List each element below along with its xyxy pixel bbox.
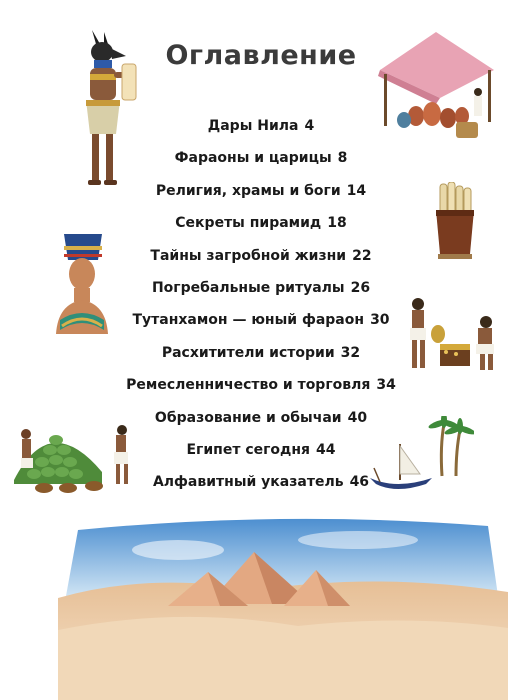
toc-entry-page: 46 [349, 474, 370, 491]
toc-entry-label: Дары Нила [207, 118, 299, 134]
toc-entry-page: 32 [340, 344, 361, 361]
toc-entry-page: 14 [346, 182, 367, 199]
toc-entry-label: Ремесленничество и торговля [126, 377, 371, 394]
nefertiti-bust-illustration [52, 230, 112, 336]
toc-entry-page: 4 [304, 118, 315, 134]
toc-entry-page: 30 [370, 312, 390, 329]
treasure-workers-illustration [400, 292, 508, 374]
page-title: Оглавление [165, 40, 357, 71]
toc-entry-page: 34 [376, 377, 396, 394]
toc-entry-page: 22 [352, 247, 372, 264]
toc-entry-page: 26 [350, 279, 371, 296]
melon-harvest-illustration [10, 414, 150, 496]
toc-entry-label: Погребальные ритуалы [151, 279, 345, 296]
toc-entry-label: Тутанхамон — юный фараон [132, 312, 365, 329]
toc-entry-label: Секреты пирамид [175, 215, 322, 232]
toc-entry-label: Египет сегодня [186, 441, 311, 458]
toc-entry-page: 40 [347, 409, 368, 426]
toc-entry-label: Тайны загробной жизни [150, 247, 347, 264]
toc-entry-page: 44 [316, 441, 336, 458]
toc-entry-label: Фараоны и царицы [174, 150, 332, 167]
toc-entry-page: 18 [327, 215, 347, 232]
toc-entry-label: Алфавитный указатель [152, 474, 344, 491]
anubis-illustration [74, 26, 144, 194]
toc-entry-label: Расхитители истории [161, 344, 335, 361]
toc-entry-label: Образование и обычаи [154, 409, 342, 426]
market-tent-illustration [376, 28, 498, 140]
toc-entry-label: Религия, храмы и боги [155, 182, 341, 199]
papyrus-scrolls-illustration [432, 182, 478, 260]
palms-and-boat-illustration [366, 416, 474, 494]
toc-entry-page: 8 [337, 150, 348, 167]
desert-pyramids-illustration [58, 510, 508, 700]
